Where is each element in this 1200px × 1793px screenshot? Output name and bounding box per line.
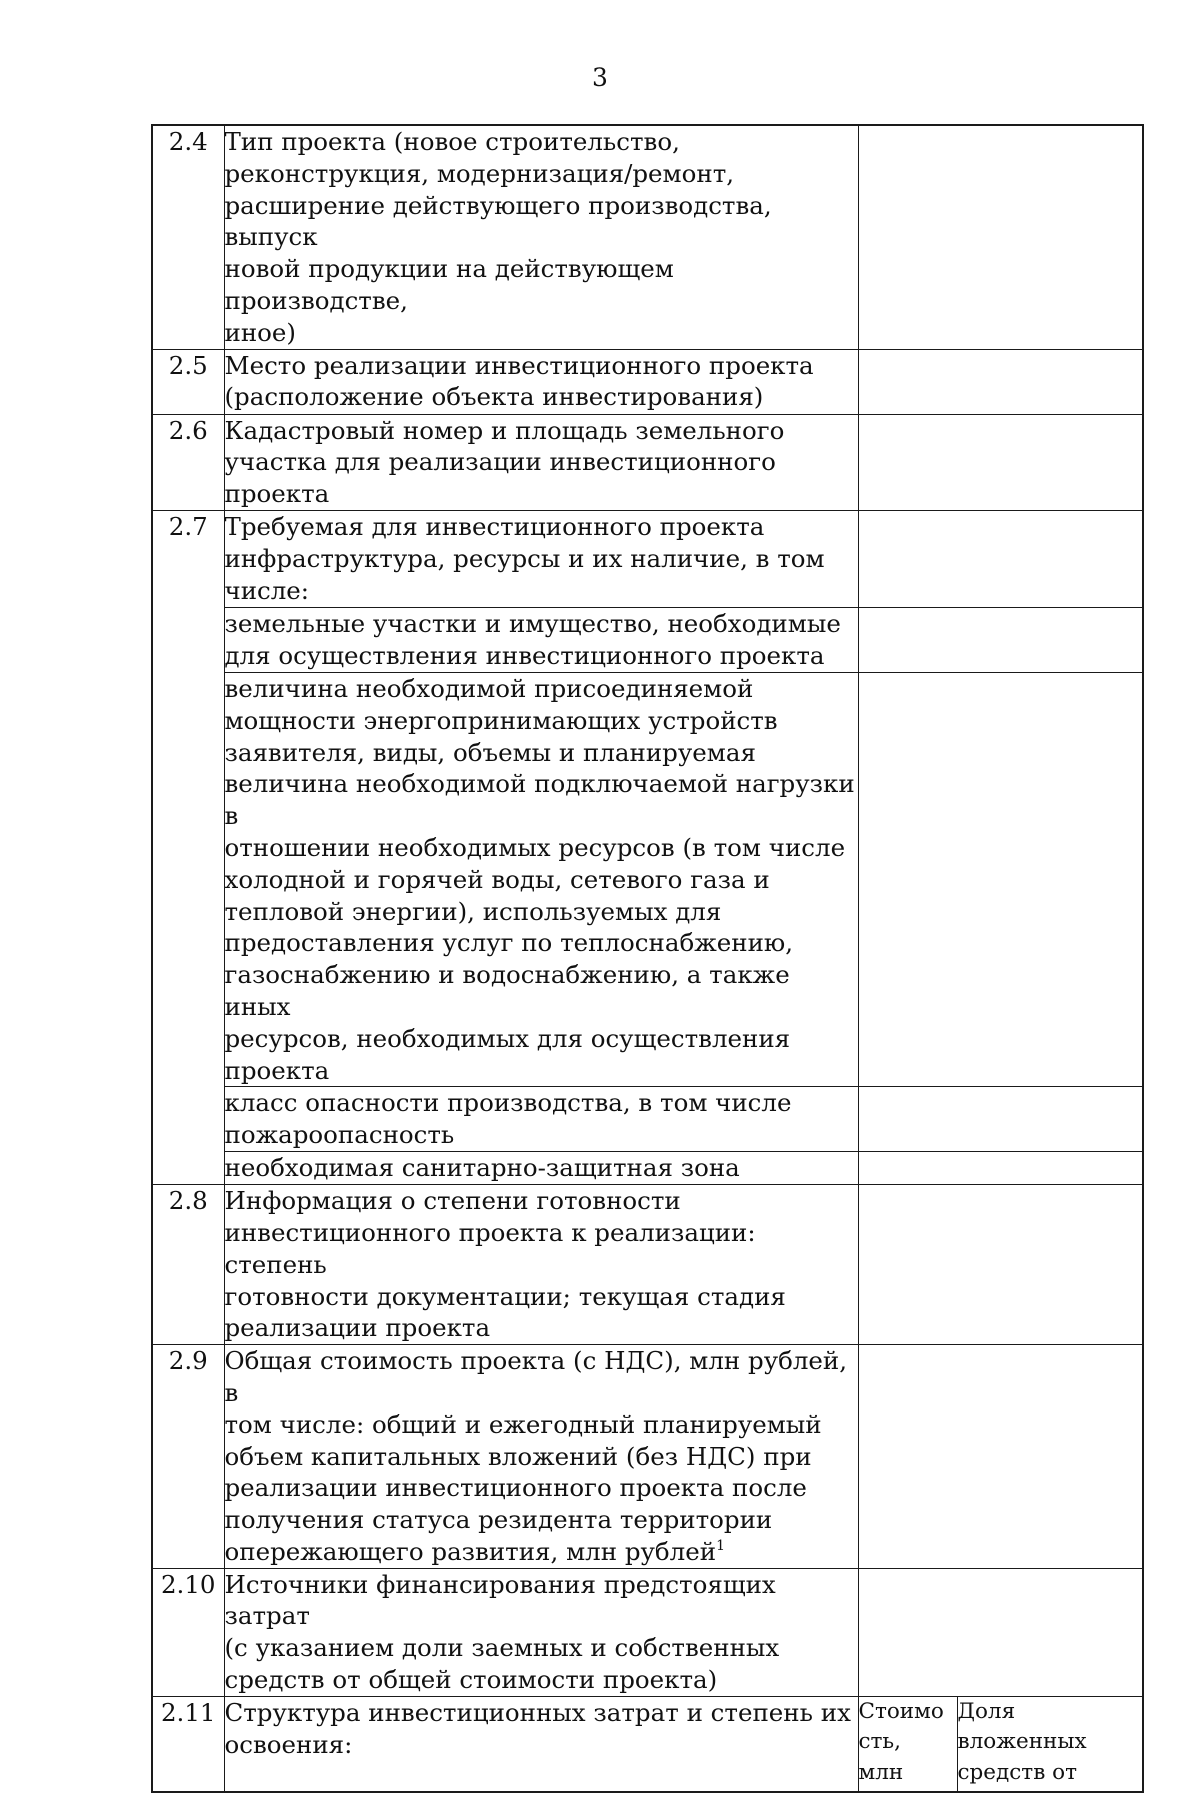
table-row (152, 607, 1143, 672)
row-description: Тип проекта (новое строительство, реконструкция, модернизация/ремонт, расширение действующего производства, выпуск новой продукции на действующем производстве, иное) (224, 125, 858, 349)
page-number: 3 (592, 63, 608, 92)
row-description: Структура инвестиционных затрат и степень их освоения: (224, 1696, 858, 1792)
row-description: Источники финансирования предстоящих затрат (с указанием доли заемных и собственных средств от общей стоимости проекта) (224, 1568, 858, 1696)
row-description (224, 1345, 858, 1569)
value-cell[interactable] (858, 349, 1143, 414)
table-row (152, 1087, 1143, 1152)
row-number: 2.11 (152, 1696, 224, 1792)
value-cell[interactable] (858, 125, 1143, 349)
column-header-cost: Стоимо сть, млн (858, 1696, 957, 1792)
value-cell[interactable] (858, 1185, 1143, 1345)
application-form-table (151, 124, 1144, 1793)
column-header-share: Доля вложенных средств от (957, 1696, 1143, 1792)
value-cell[interactable] (858, 1568, 1143, 1696)
value-cell[interactable] (858, 607, 1143, 672)
value-cell[interactable] (858, 1087, 1143, 1152)
row-description-text: Общая стоимость проекта (с НДС), млн рублей, в том числе: общий и ежегодный планируемый объем капитальных вложений (без НДС) при реализации инвестиционного проекта после получения статуса резидента территории опережающего развития, млн рублей (224, 1346, 848, 1566)
table-row (152, 1185, 1143, 1345)
table-row (152, 349, 1143, 414)
value-cell[interactable] (858, 672, 1143, 1086)
row-number: 2.10 (152, 1568, 224, 1696)
table-row (152, 1696, 1143, 1792)
table-row (152, 672, 1143, 1086)
row-number: 2.7 (152, 510, 224, 1184)
table-row (152, 1568, 1143, 1696)
row-number: 2.6 (152, 414, 224, 510)
table-row (152, 125, 1143, 349)
row-number: 2.4 (152, 125, 224, 349)
row-description: Требуемая для инвестиционного проекта инфраструктура, ресурсы и их наличие, в том числе: (224, 510, 858, 607)
row-description: величина необходимой присоединяемой мощности энергопринимающих устройств заявителя, виды, объемы и планируемая величина необходимой подключаемой нагрузки в отношении необходимых ресурсов (в том числе холодной и горячей воды, сетевого газа и тепловой энергии), используемых для предоставления услуг по теплоснабжению, газоснабжению и водоснабжению, а также иных ресурсов, необходимых для осуществления проекта (224, 672, 858, 1086)
value-cell[interactable] (858, 414, 1143, 510)
row-description: земельные участки и имущество, необходимые для осуществления инвестиционного проекта (224, 607, 858, 672)
footnote-marker: 1 (716, 1537, 725, 1554)
row-number: 2.5 (152, 349, 224, 414)
table-row (152, 414, 1143, 510)
table-row (152, 1152, 1143, 1185)
row-number: 2.8 (152, 1185, 224, 1345)
row-description: Информация о степени готовности инвестиционного проекта к реализации: степень готовности документации; текущая стадия реализации проекта (224, 1185, 858, 1345)
row-description: класс опасности производства, в том числе пожароопасность (224, 1087, 858, 1152)
row-description: Место реализации инвестиционного проекта (расположение объекта инвестирования) (224, 349, 858, 414)
row-number: 2.9 (152, 1345, 224, 1569)
value-cell[interactable] (858, 510, 1143, 607)
row-description: необходимая санитарно-защитная зона (224, 1152, 858, 1185)
row-description: Кадастровый номер и площадь земельного участка для реализации инвестиционного проекта (224, 414, 858, 510)
table-row (152, 1345, 1143, 1569)
table-row (152, 510, 1143, 607)
value-cell[interactable] (858, 1152, 1143, 1185)
value-cell[interactable] (858, 1345, 1143, 1569)
